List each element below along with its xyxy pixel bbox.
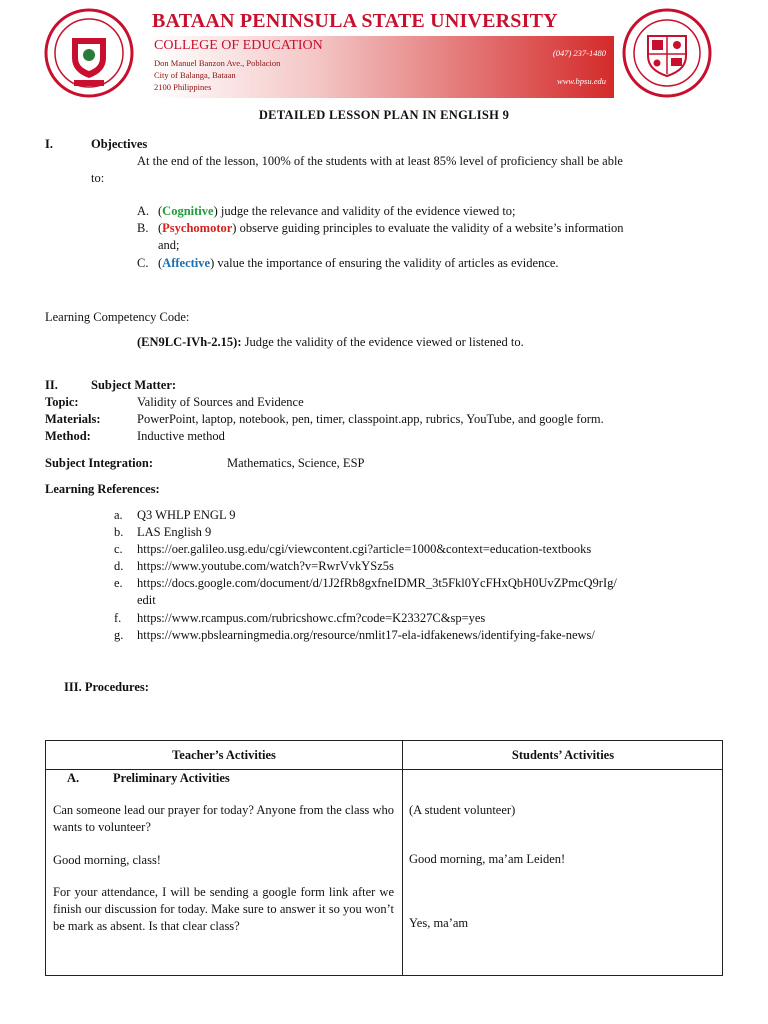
student-activity: Good morning, ma’am Leiden! [409,852,566,866]
address-line: Don Manuel Banzon Ave., Poblacion [154,58,281,68]
teacher-activity: Good morning, class! [53,853,161,867]
objective-letter: A. [137,204,150,218]
reference-letter: f. [114,611,122,625]
reference-letter: g. [114,628,124,642]
section-letter: A. [67,771,80,785]
college-name: COLLEGE OF EDUCATION [154,38,323,53]
reference-link[interactable]: https://www.pbslearningmedia.org/resource/nmlit17-ela-idfakenews/identifying-fake-news/ [137,628,595,642]
competency-statement: (EN9LC-IVh-2.15): Judge the validity of the evidence viewed or listened to. [137,335,524,349]
reference-link[interactable]: https://www.youtube.com/watch?v=RwrVvkYSz5s [137,559,394,573]
student-activity: (A student volunteer) [409,803,516,817]
letterhead [0,0,768,108]
column-header-teacher: Teacher’s Activities [172,748,276,762]
objectives-intro: At the end of the lesson, 100% of the students with at least 85% level of proficiency shall be able [137,154,623,168]
reference-item: Q3 WHLP ENGL 9 [137,508,236,522]
reference-letter: b. [114,525,124,539]
section-numeral: I. [45,137,53,151]
university-seal-icon [44,8,134,98]
college-seal-icon [622,8,712,98]
procedures-table [45,740,723,976]
materials-label: Materials: [45,412,101,426]
address-line: 2100 Philippines [154,82,212,92]
objective-letter: B. [137,221,149,235]
university-name: BATAAN PENINSULA STATE UNIVERSITY [152,10,558,32]
competency-label: Learning Competency Code: [45,310,190,324]
column-header-students: Students’ Activities [511,748,615,762]
objective-psychomotor: (Psychomotor) observe guiding principles to evaluate the validity of a website’s information [158,221,624,235]
college-banner [152,36,614,98]
competency-code: (EN9LC-IVh-2.15): [137,335,242,349]
reference-link-cont[interactable]: edit [137,593,156,607]
objectives-heading: Objectives [91,137,148,151]
phone-number: (047) 237-1480 [552,48,606,58]
reference-letter: e. [114,576,123,590]
address-line: City of Balanga, Bataan [154,70,236,80]
integration-label: Subject Integration: [45,456,153,470]
domain-label: Cognitive [162,204,214,218]
teacher-activity: For your attendance, I will be sending a google form link after we finish our discussion for today. Make sure to answer it so you won’t be mark as absent. Is that clear class? [53,885,394,933]
references-heading: Learning References: [45,482,160,496]
section-numeral: II. [45,378,58,392]
domain-label: Affective [162,256,211,270]
student-activity: Yes, ma’am [409,916,469,930]
teacher-activity: Can someone lead our prayer for today? Anyone from the class who wants to volunteer? [53,803,394,834]
website-link[interactable]: www.bpsu.edu [557,76,606,86]
topic-value: Validity of Sources and Evidence [137,395,304,409]
reference-link[interactable]: https://oer.galileo.usg.edu/cgi/viewcontent.cgi?article=1000&context=education-textbooks [137,542,592,556]
procedures-heading: III. Procedures: [64,680,149,694]
method-value: Inductive method [137,429,225,443]
objectives-intro-cont: to: [91,171,105,185]
materials-value: PowerPoint, laptop, notebook, pen, timer, classpoint.app, rubrics, YouTube, and google form. [137,412,604,426]
reference-letter: a. [114,508,123,522]
objective-continuation: and; [158,238,180,252]
objective-affective: (Affective) value the importance of ensuring the validity of articles as evidence. [158,256,559,270]
section-title: Preliminary Activities [113,771,230,785]
method-label: Method: [45,429,91,443]
reference-link[interactable]: https://www.rcampus.com/rubricshowc.cfm?code=K23327C&sp=yes [137,611,486,625]
document-title: DETAILED LESSON PLAN IN ENGLISH 9 [258,108,510,122]
reference-item: LAS English 9 [137,525,212,539]
topic-label: Topic: [45,395,79,409]
domain-label: Psychomotor [162,221,233,235]
reference-letter: d. [114,559,124,573]
reference-link[interactable]: https://docs.google.com/document/d/1J2fRb8gxfneIDMR_3t5Fkl0YcFHxQbH0UvZPmcQ9rIg/ [137,576,617,590]
reference-letter: c. [114,542,123,556]
objective-letter: C. [137,256,149,270]
integration-value: Mathematics, Science, ESP [227,456,365,470]
subject-matter-heading: Subject Matter: [91,378,177,392]
objective-cognitive: (Cognitive) judge the relevance and validity of the evidence viewed to; [158,204,516,218]
